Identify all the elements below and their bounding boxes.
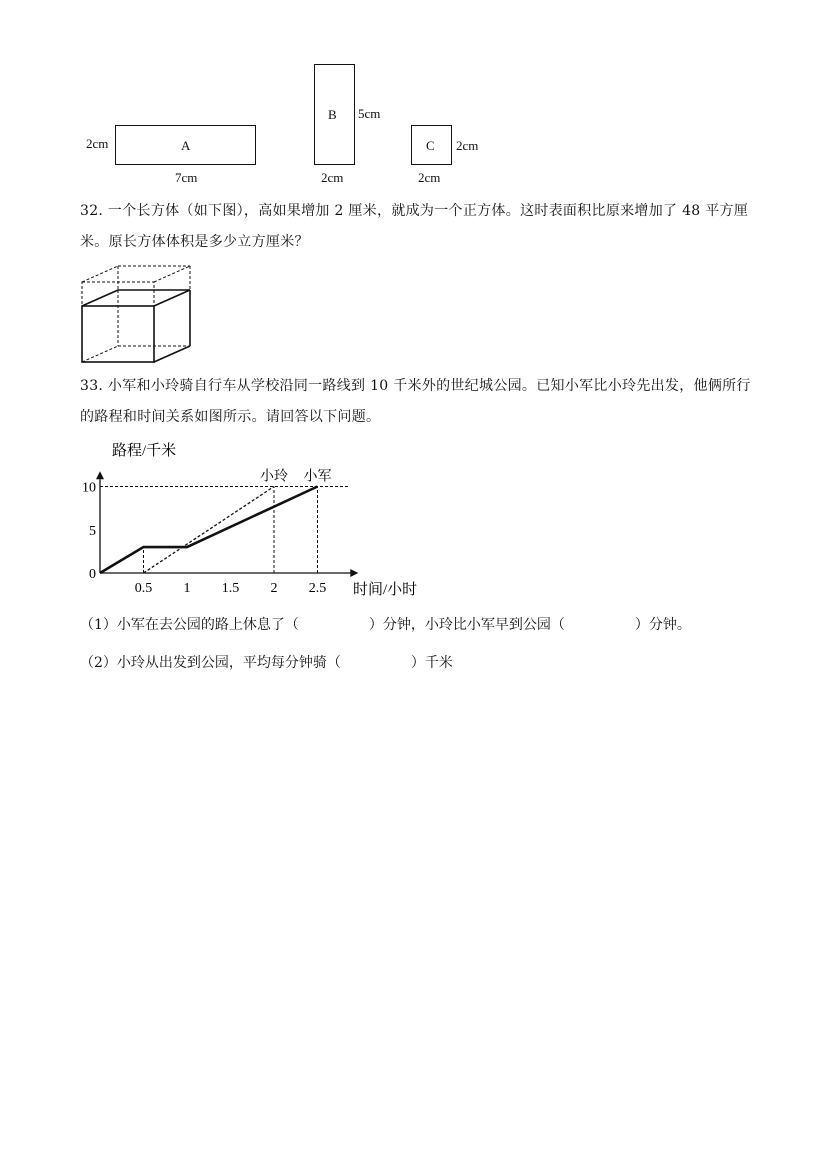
- question-33-sub2: （2）小玲从出发到公园，平均每分钟骑（ ）千米: [80, 655, 453, 671]
- chart-series-label: 小玲: [260, 469, 288, 485]
- rect-a-letter: A: [181, 138, 191, 153]
- rect-b-height-label: 5cm: [358, 106, 381, 121]
- chart-y-tick-label: 10: [82, 480, 96, 496]
- rect-a-width-label: 7cm: [175, 170, 198, 185]
- rect-b-width-label: 2cm: [321, 170, 344, 185]
- chart-series-label: 小军: [303, 469, 332, 485]
- chart-y-axis-title: 路程/千米: [112, 443, 177, 459]
- chart-series-line: [100, 487, 318, 574]
- rect-c-height-label: 2cm: [456, 138, 479, 153]
- chart-y-axis-arrow: [96, 471, 104, 479]
- chart-x-tick-label: 2: [270, 581, 278, 596]
- chart-x-axis-arrow: [350, 569, 358, 577]
- rect-b-letter: B: [328, 107, 337, 122]
- chart-x-tick-label: 2.5: [308, 581, 327, 596]
- rect-c-width-label: 2cm: [418, 170, 441, 185]
- question-33-sub1: （1）小军在去公园的路上休息了（ ）分钟，小玲比小军早到公园（ ）分钟。: [80, 617, 691, 633]
- cuboid-figure: [78, 262, 198, 366]
- chart-x-tick-label: 1.5: [221, 581, 240, 596]
- chart-y-tick-label: 5: [89, 523, 96, 539]
- chart-x-tick-label: 0.5: [134, 581, 153, 596]
- chart-x-tick-label: 1: [183, 581, 191, 596]
- chart-series-line: [144, 487, 275, 574]
- question-33-text: 33. 小军和小玲骑自行车从学校沿同一路线到 10 千米外的世纪城公园。已知小军比小玲先出发，他俩所行的路程和时间关系如图所示。请回答以下问题。: [80, 378, 751, 425]
- rect-c-letter: C: [426, 138, 435, 153]
- chart-x-axis-title: 时间/小时: [353, 582, 418, 598]
- chart-y-tick-label: 0: [89, 567, 96, 582]
- question-32-text: 32. 一个长方体（如下图），高如果增加 2 厘米，就成为一个正方体。这时表面积比原来增加了 48 平方厘米。原长方体体积是多少立方厘米？: [80, 203, 749, 250]
- rect-a-height-label: 2cm: [86, 136, 109, 151]
- distance-time-chart: [80, 436, 440, 606]
